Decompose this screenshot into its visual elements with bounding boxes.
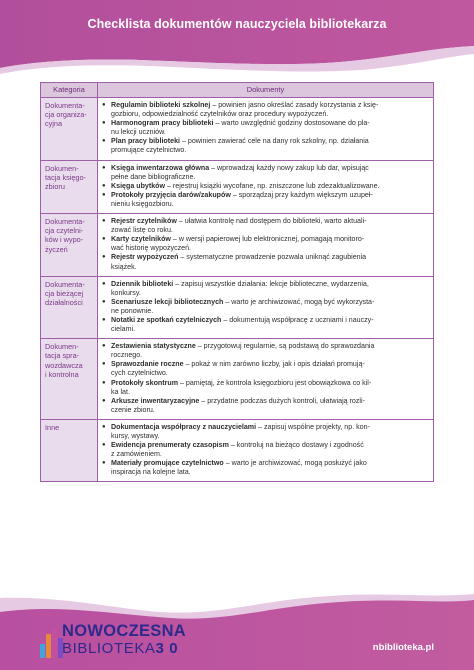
- item-text: [111, 316, 427, 334]
- list-item: [102, 397, 427, 415]
- category-label-line: życzeń: [45, 244, 68, 254]
- category-label-line: Dokumenta-: [45, 217, 85, 227]
- item-text: [111, 342, 427, 360]
- item-title: Plan pracy biblioteki: [111, 137, 180, 146]
- item-text: [111, 235, 427, 253]
- item-text: [111, 280, 427, 298]
- item-text: [111, 137, 427, 155]
- category-label-line: wozdawcza: [45, 360, 83, 370]
- item-title: Harmonogram pracy biblioteki: [111, 119, 214, 128]
- logo-line1: NOWOCZESNA: [62, 622, 186, 640]
- bullet-icon: ●: [102, 460, 106, 467]
- list-item: [102, 280, 427, 298]
- table-row: [41, 98, 434, 161]
- item-description: – ułatwia kontrolę nad dostępem do biblioteki, warto aktuali- zować listę co roku.: [111, 217, 367, 235]
- list-item: [102, 342, 427, 360]
- item-description: – rejestruj książki wycofane, np. zniszczone lub zdezaktualizowane.: [165, 181, 380, 190]
- bullet-icon: ●: [102, 102, 106, 108]
- category-cell: [41, 276, 98, 339]
- logo-line2: [62, 640, 178, 657]
- item-description: – powinien jasno określać zasady korzystania z księ- gozbioru, odpowiedzialność czytelników oraz procedury wypożyczeń.: [111, 101, 379, 119]
- bullet-icon: ●: [102, 236, 106, 243]
- list-item: [102, 191, 427, 209]
- table-header-row: [41, 83, 434, 98]
- item-description: – przygotowuj regularnie, są podstawą do sprawozdania rocznego.: [111, 342, 375, 360]
- bullet-icon: ●: [102, 423, 106, 430]
- category-label-line: ków i wypo-: [45, 235, 84, 245]
- table-row: [41, 419, 434, 482]
- item-description: – wprowadzaj każdy nowy zakup lub dar, wpisując pełne dane bibliograficzne.: [111, 163, 369, 181]
- item-title: Karty czytelników: [111, 235, 171, 244]
- list-item: [102, 217, 427, 235]
- item-title: Scenariusze lekcji bibliotecznych: [111, 297, 224, 306]
- bullet-icon: ●: [102, 361, 106, 368]
- list-item: [102, 164, 427, 182]
- table-row: [41, 214, 434, 277]
- category-label-line: Inne: [45, 422, 60, 432]
- category-label-line: tacja spra-: [45, 351, 80, 361]
- item-description: – warto je archiwizować, mogą być wykorzysta- ne ponownie.: [111, 297, 375, 315]
- documents-column-header: Dokumenty: [98, 83, 434, 98]
- item-title: Regulamin biblioteki szkolnej: [111, 101, 211, 109]
- item-description: – przydatne podczas dużych kontroli, ułatwiają rozli- czenie zbioru.: [111, 396, 365, 414]
- table-row: [41, 160, 434, 213]
- item-text: [111, 191, 427, 209]
- documents-cell: [98, 98, 434, 161]
- list-item: [102, 253, 427, 271]
- bullet-icon: ●: [102, 280, 106, 287]
- table-row: [41, 276, 434, 339]
- documents-cell: [98, 419, 434, 482]
- item-description: – zapisuj wszystkie działania: lekcje biblioteczne, wydarzenia, konkursy.: [111, 279, 369, 297]
- item-text: [111, 379, 427, 397]
- item-title: Sprawozdanie roczne: [111, 360, 184, 369]
- category-label-line: tacja księgo-: [45, 172, 86, 182]
- logo-number: 3 0: [155, 640, 179, 657]
- bullet-icon: ●: [102, 218, 106, 225]
- category-cell: [41, 98, 98, 161]
- item-description: – w wersji papierowej lub elektronicznej, pomagają monitoro- wać historię wypożyczeń.: [111, 235, 365, 253]
- category-cell: [41, 214, 98, 277]
- documents-cell: [98, 276, 434, 339]
- item-title: Protokoły przyjęcia darów/zakupów: [111, 190, 231, 199]
- item-title: Protokoły skontrum: [111, 378, 179, 387]
- list-item: [102, 423, 427, 441]
- bullet-icon: ●: [102, 120, 106, 127]
- item-description: – systematyczne prowadzenie pozwala uniknąć zagubienia książek.: [111, 253, 367, 271]
- category-cell: [41, 419, 98, 482]
- category-label-line: cja bieżącej: [45, 288, 84, 298]
- list-item: [102, 101, 427, 119]
- website-link[interactable]: nbiblioteka.pl: [372, 642, 434, 653]
- category-label-line: Dokumenta-: [45, 279, 85, 289]
- category-label-line: Dokumenta-: [45, 101, 85, 110]
- list-item: [102, 379, 427, 397]
- item-description: – powinien zawierać cele na dany rok szkolny, np. działania promujące czytelnictwo.: [111, 137, 369, 155]
- item-text: [111, 423, 427, 441]
- category-label-line: Dokumen-: [45, 342, 79, 352]
- bullet-icon: ●: [102, 138, 106, 145]
- item-text: [111, 164, 427, 182]
- item-title: Arkusze inwentaryzacyjne: [111, 396, 200, 405]
- documents-table: [40, 82, 434, 482]
- item-text: [111, 119, 427, 137]
- table-body: [41, 98, 434, 482]
- item-title: Ewidencja prenumeraty czasopism: [111, 441, 229, 450]
- list-item: [102, 360, 427, 378]
- bullet-icon: ●: [102, 254, 106, 261]
- list-item: [102, 441, 427, 459]
- logo-bars-graphic: [40, 624, 64, 658]
- category-label-line: cja czytelni-: [45, 226, 84, 236]
- item-description: – pokaż w nim zarówno liczby, jak i opis działań promują- cych czytelnictwo.: [111, 360, 365, 378]
- category-cell: [41, 160, 98, 213]
- list-item: [102, 119, 427, 137]
- documents-cell: [98, 160, 434, 213]
- logo-word: BIBLIOTEKA: [62, 640, 156, 657]
- item-title: Dziennik biblioteki: [111, 279, 174, 288]
- list-item: [102, 459, 427, 477]
- item-title: Materiały promujące czytelnictwo: [111, 459, 224, 468]
- category-label-line: zbioru: [45, 181, 65, 191]
- documents-cell: [98, 339, 434, 420]
- category-label-line: i kontrolna: [45, 369, 79, 379]
- bullet-icon: ●: [102, 343, 106, 350]
- item-description: – dokumentują współpracę z uczniami i nauczy- cielami.: [111, 315, 374, 334]
- category-column-header: Kategoria: [41, 83, 98, 98]
- list-item: [102, 137, 427, 155]
- item-description: – warto uwzględnić godziny dostosowane do pla- nu lekcji uczniów.: [111, 119, 370, 137]
- list-item: [102, 298, 427, 316]
- item-description: – zapisuj wspólne projekty, np. kon- kursy, wystawy.: [111, 422, 370, 440]
- item-title: Rejestr czytelników: [111, 217, 177, 226]
- item-text: [111, 360, 427, 378]
- item-description: – kontroluj na bieżąco dostawy i zgodność z zamówieniem.: [111, 441, 364, 459]
- category-cell: [41, 339, 98, 420]
- item-text: [111, 253, 427, 271]
- bullet-icon: ●: [102, 164, 106, 171]
- item-title: Zestawienia statystyczne: [111, 342, 196, 351]
- item-text: [111, 182, 427, 191]
- bullet-icon: ●: [102, 182, 106, 189]
- list-item: [102, 316, 427, 334]
- category-label-line: działalności: [45, 298, 83, 307]
- bullet-icon: ●: [102, 298, 106, 305]
- item-text: [111, 217, 427, 235]
- documents-cell: [98, 214, 434, 277]
- item-description: – warto je archiwizować, mogą posłużyć jako inspiracja na kolejne lata.: [111, 459, 367, 477]
- item-title: Księga ubytków: [111, 181, 166, 190]
- bullet-icon: ●: [102, 442, 106, 449]
- category-label-line: Dokumen-: [45, 163, 79, 173]
- item-title: Rejestr wypożyczeń: [111, 253, 179, 262]
- list-item: [102, 182, 427, 191]
- bullet-icon: ●: [102, 316, 106, 323]
- item-text: [111, 459, 427, 477]
- page-title: Checklista dokumentów nauczyciela bibliotekarza: [87, 17, 387, 31]
- item-text: [111, 101, 427, 119]
- item-title: Księga inwentarzowa główna: [111, 163, 210, 172]
- item-text: [111, 397, 427, 415]
- item-title: Dokumentacja współpracy z nauczycielami: [111, 422, 257, 431]
- item-description: – pamiętaj, że kontrola księgozbioru jest obowiązkowa co kil- ka lat.: [111, 378, 372, 396]
- bullet-icon: ●: [102, 397, 106, 404]
- bullet-icon: ●: [102, 191, 106, 198]
- bullet-icon: ●: [102, 379, 106, 386]
- item-text: [111, 298, 427, 316]
- item-text: [111, 441, 427, 459]
- list-item: [102, 235, 427, 253]
- item-title: Notatki ze spotkań czytelniczych: [111, 315, 222, 324]
- category-label-line: cyjna: [45, 119, 63, 129]
- table-row: [41, 339, 434, 420]
- category-label-line: cja organiza-: [45, 110, 87, 120]
- item-description: – sporządzaj przy każdym większym uzupeł- nieniu księgozbioru.: [111, 190, 373, 208]
